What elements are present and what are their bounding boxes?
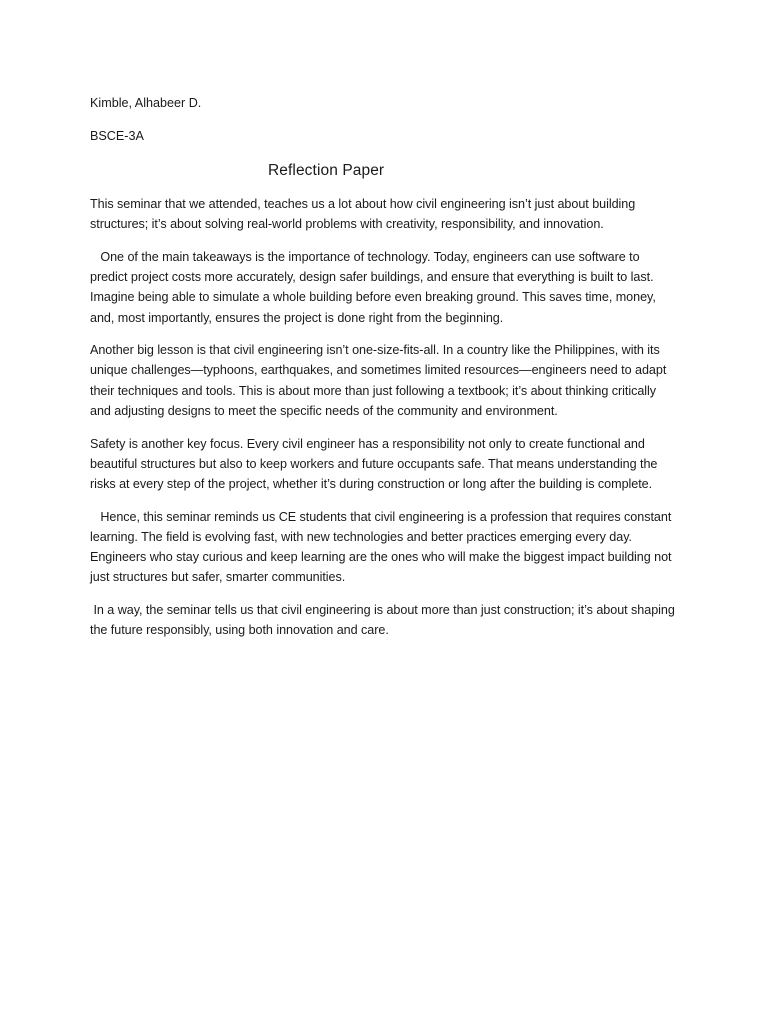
paragraph-intro: This seminar that we attended, teaches us a lot about how civil engineering isn’t just about building structures; it’s about solving real-world problems with creativity, responsibility, and innovation. [90, 197, 639, 232]
paragraph-learning: Hence, this seminar reminds us CE students that civil engineering is a profession that requires constant learning. The field is evolving fast, with new technologies and better practices emerging every day. Engineers who stay curious and keep learning are the ones who will make the biggest impact building not just structures but safer, smarter communities. [90, 509, 675, 585]
paragraph-conclusion: In a way, the seminar tells us that civil engineering is about more than just construction; it’s about shaping the future responsibly, using both innovation and care. [90, 602, 679, 638]
page-title: Reflection Paper [268, 162, 385, 179]
paragraph-safety: Safety is another key focus. Every civil engineer has a responsibility not only to create functional and beautiful structures but also to keep workers and future occupants safe. That means understanding the risks at every step of the project, whether it’s during construction or long after the building is complete. [90, 436, 661, 491]
paragraph-technology: One of the main takeaways is the importance of technology. Today, engineers can use software to predict project costs more accurately, design safer buildings, and ensure that everything is built to last. Imagine being able to simulate a whole building before even breaking ground. This saves time, money, and, most importantly, ensures the project is done right from the beginning. [90, 249, 660, 325]
paragraph-adaptation: Another big lesson is that civil engineering isn’t one-size-fits-all. In a country like the Philippines, with its unique challenges—typhoons, earthquakes, and sometimes limited resources—engineers need to adapt their techniques and tools. This is about more than just following a textbook; it’s about thinking critically and adjusting designs to meet the specific needs of the community and environment. [90, 343, 670, 418]
author-name: Kimble, Alhabeer D. [90, 96, 202, 110]
document-body [90, 93, 680, 653]
section-code: BSCE-3A [90, 129, 144, 143]
